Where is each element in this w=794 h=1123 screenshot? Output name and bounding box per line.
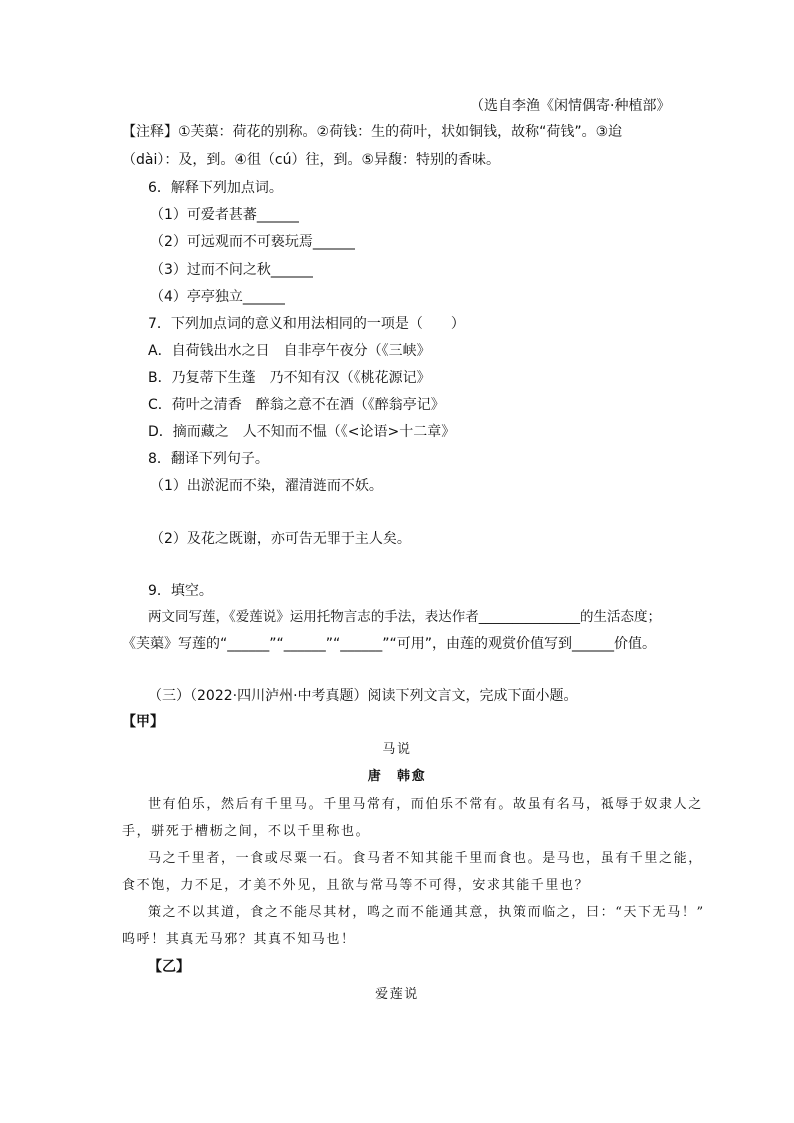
source-citation: （选自李渔《闲情偶寄·种植部》 [470, 98, 671, 114]
passage-jia-line: 马之千里者，一食或尽粟一石。食马者不知其能千里而食也。是马也，虽有千里之能， [148, 851, 703, 866]
question-7-option-d: D．摘而藏之 人不知而不愠（《<论语>十二章》 [148, 424, 456, 440]
passage-jia-label: 【甲】 [122, 714, 164, 730]
question-6-item: （4）亭亭独立______ [150, 289, 285, 305]
question-7-option-a: A．自荷钱出水之日 自非亭午夜分（《三峡》 [148, 343, 431, 359]
question-9-line-2: 《芙蕖》写莲的“______”“______”“______”“可用”，由莲的观赏价值写到______价值。 [122, 636, 657, 652]
question-7-option-c: C．荷叶之清香 醉翁之意不在酒（《醉翁亭记》 [148, 397, 445, 413]
passage-jia-line: 策之不以其道，食之不能尽其材，鸣之而不能通其意，执策而临之，曰：“天下无马！” [148, 905, 705, 920]
passage-yi-label: 【乙】 [148, 959, 190, 975]
question-8-title: 8．翻译下列句子。 [148, 451, 269, 467]
passage-jia-line: 手，骈死于槽枥之间，不以千里称也。 [122, 824, 371, 839]
passage-jia-author: 唐 韩愈 [367, 769, 427, 784]
question-6-item: （2）可远观而不可亵玩焉______ [150, 234, 355, 250]
passage-jia-line: 世有伯乐，然后有千里马。千里马常有，而伯乐不常有。故虽有名马，祗辱于奴隶人之 [148, 797, 703, 812]
question-7-option-b: B．乃复蒂下生蓬 乃不知有汉（《桃花源记》 [148, 370, 431, 386]
question-9-line-1: 两文同写莲，《爱莲说》运用托物言志的手法，表达作者_______________的生活态度； [148, 609, 661, 625]
annotation-line-1: 【注释】①芙蕖：荷花的别称。②荷钱：生的荷叶，状如铜钱，故称“荷钱”。③迨 [122, 124, 623, 140]
section-3-heading: （三）（2022·四川泸州·中考真题）阅读下列文言文，完成下面小题。 [148, 688, 578, 704]
question-8-item: （2）及花之既谢，亦可告无罪于主人矣。 [150, 531, 411, 547]
passage-yi-title: 爱莲说 [375, 987, 419, 1002]
question-7-title: 7．下列加点词的意义和用法相同的一项是（ ） [148, 316, 465, 332]
question-9-title: 9．填空。 [148, 583, 213, 599]
question-8-item: （1）出淤泥而不染，濯清涟而不妖。 [150, 478, 383, 494]
passage-jia-line: 食不饱，力不足，才美不外见，且欲与常马等不可得，安求其能千里也？ [122, 878, 590, 893]
passage-jia-line: 呜呼！其真无马邪？其真不知马也！ [122, 932, 356, 947]
question-6-item: （3）过而不问之秋______ [150, 262, 313, 278]
annotation-line-2: （dài）：及，到。④徂（cú）往，到。⑤异馥：特别的香味。 [122, 152, 501, 168]
question-6-title: 6．解释下列加点词。 [148, 180, 283, 196]
question-6-item: （1）可爱者甚蕃______ [150, 207, 299, 223]
passage-jia-title: 马说 [382, 742, 412, 757]
